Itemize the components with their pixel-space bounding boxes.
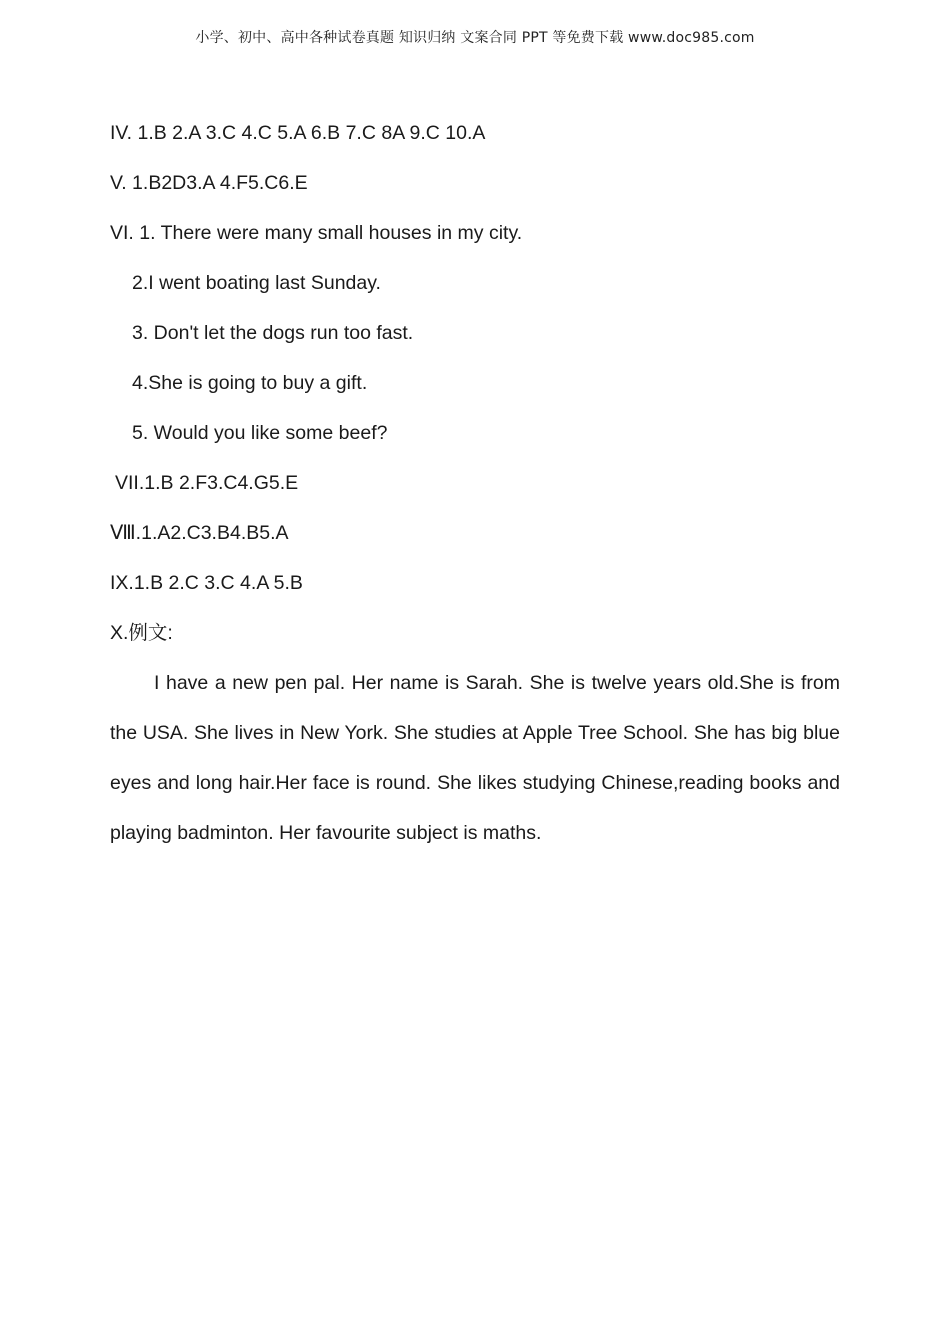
section-v-answers: V. 1.B2D3.A 4.F5.C6.E	[110, 172, 308, 194]
answer-key	[110, 108, 840, 858]
section-vi-line-2: 2.I went boating last Sunday.	[132, 272, 381, 294]
section-vi-line-5: 5. Would you like some beef?	[132, 422, 388, 444]
page-header: 小学、初中、高中各种试卷真题 知识归纳 文案合同 PPT 等免费下载 www.doc985.com	[195, 30, 755, 46]
section-viii-answers: Ⅷ.1.A2.C3.B4.B5.A	[110, 522, 289, 544]
section-vi-line-4: 4.She is going to buy a gift.	[132, 372, 368, 394]
section-vi-line-3: 3. Don't let the dogs run too fast.	[132, 322, 414, 344]
section-iv-answers: IV. 1.B 2.A 3.C 4.C 5.A 6.B 7.C 8A 9.C 10.A	[110, 122, 486, 144]
sample-essay: I have a new pen pal. Her name is Sarah. She is twelve years old.She is from the USA. She lives in New York. She studies at Apple Tree School. She has big blue eyes and long hair.Her face is round. She likes studying Chinese,reading books and playing badminton. Her favourite subject is maths.	[110, 672, 840, 844]
section-vii-answers: VII.1.B 2.F3.C4.G5.E	[115, 472, 299, 494]
section-vi-line-1: VI. 1. There were many small houses in my city.	[110, 222, 523, 244]
section-x-label: X.例文:	[110, 622, 173, 644]
section-ix-answers: IX.1.B 2.C 3.C 4.A 5.B	[110, 572, 303, 594]
